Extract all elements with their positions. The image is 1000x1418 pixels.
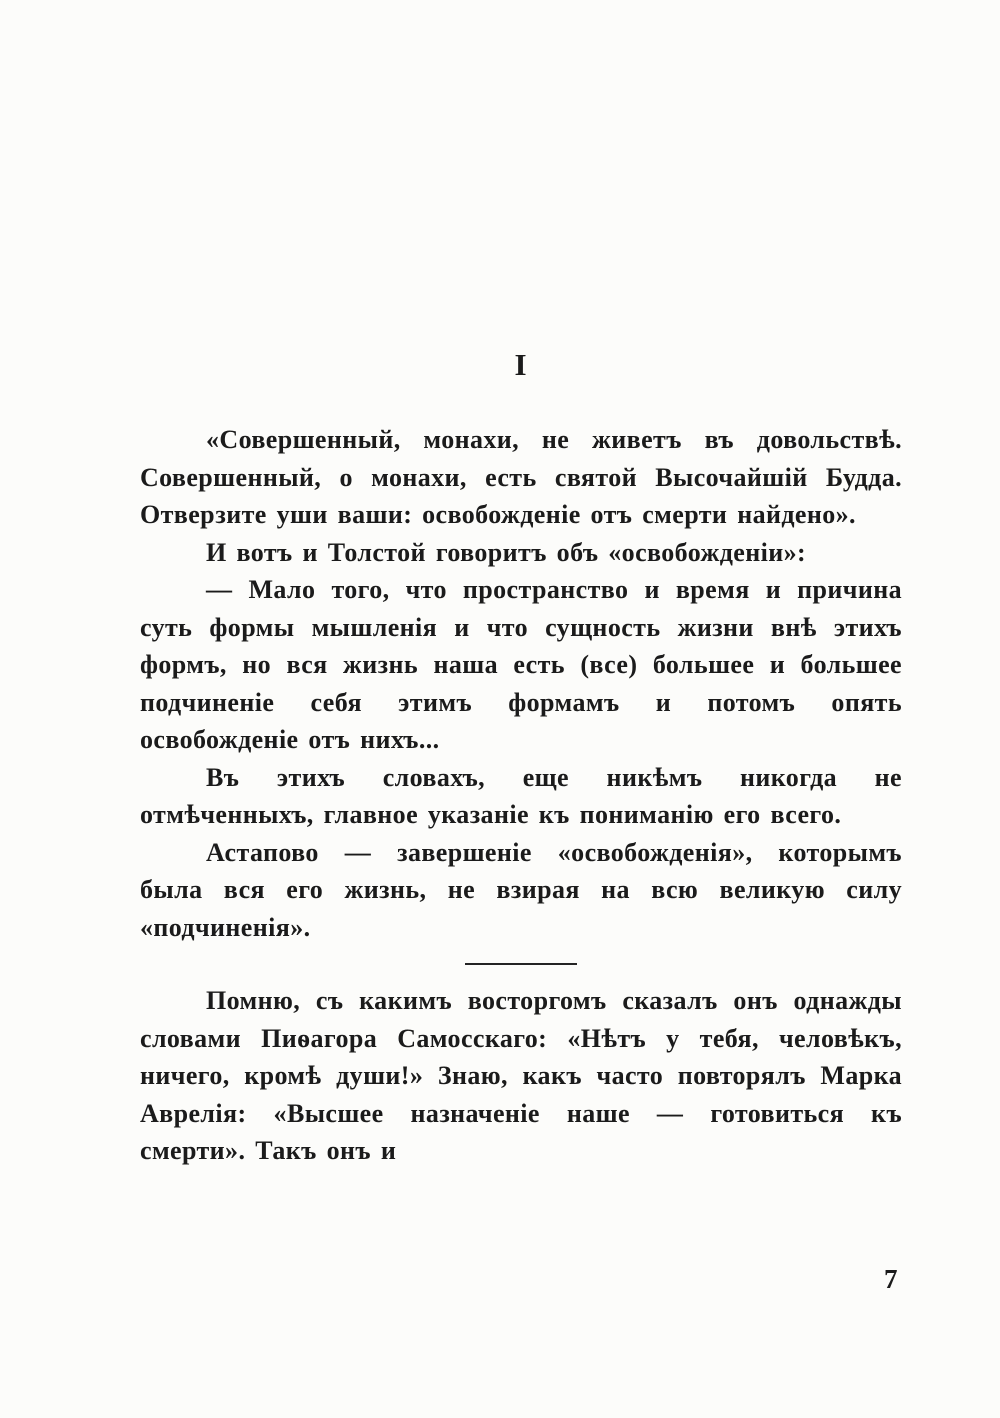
chapter-numeral: I bbox=[514, 347, 528, 382]
paragraph: — Мало того, что пространство и время и причина суть формы мышленія и что сущность жизни внѣ этихъ формъ, но вся жизнь наша есть (все) большее и большее подчиненіе себя этимъ формамъ и потомъ опять освобожденіе отъ нихъ... bbox=[140, 575, 902, 754]
page-number: 7 bbox=[884, 1264, 898, 1294]
paragraph: «Совершенный, монахи, не живетъ въ довольствѣ. Совершенный, о монахи, есть святой Высочайшій Будда. Отверзите уши ваши: освобожденіе отъ смерти найдено». bbox=[140, 425, 902, 529]
paragraph: И вотъ и Толстой говоритъ объ «освобожденіи»: bbox=[206, 537, 807, 567]
second-text-block bbox=[140, 982, 902, 1170]
paragraph: Астапово — завершеніе «освобожденія», которымъ была вся его жизнь, не взирая на всю великую силу «подчиненія». bbox=[140, 837, 902, 942]
paragraph: Въ этихъ словахъ, еще никѣмъ никогда не отмѣченныхъ, главное указаніе къ пониманію его всего. bbox=[140, 762, 902, 829]
section-divider bbox=[465, 963, 577, 965]
text-column bbox=[140, 0, 902, 1170]
paragraph: Помню, съ какимъ восторгомъ сказалъ онъ однажды словами Пиѳагора Самосскаго: «Нѣтъ у тебя, человѣкъ, ничего, кромѣ души!» Знаю, какъ часто повторялъ Марка Аврелія: «Высшее назначеніе наше — готовиться къ смерти». Такъ онъ и bbox=[140, 986, 902, 1165]
main-text-block bbox=[140, 421, 902, 946]
